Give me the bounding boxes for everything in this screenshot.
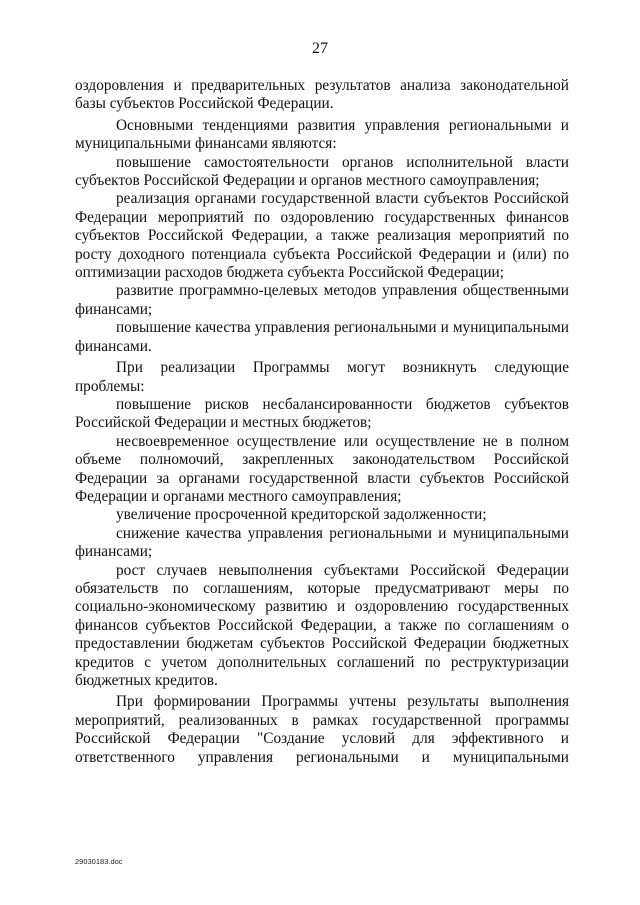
paragraph-list-item: рост случаев невыполнения субъектами Российской Федерации обязательств по соглашениям, которые предусматривают меры по социально-экономическому развитию и оздоровлению государственных финансов субъектов Российской Федерации, а также по соглашениям о предоставлении бюджетам субъектов Российской Федерации бюджетных кредитов с учетом дополнительных соглашений по реструктуризации бюджетных кредитов. bbox=[75, 561, 569, 689]
paragraph-continuation: оздоровления и предварительных результатов анализа законодательной базы субъектов Российской Федерации. bbox=[75, 77, 569, 113]
paragraph-list-item: реализация органами государственной власти субъектов Российской Федерации мероприятий по оздоровлению государственных финансов субъектов Российской Федерации, а также реализация мероприятий по росту доходного потенциала субъекта Российской Федерации и (или) по оптимизации расходов бюджета субъекта Российской Федерации; bbox=[75, 190, 569, 282]
paragraph-problems-intro: При реализации Программы могут возникнуть следующие проблемы: bbox=[75, 359, 569, 395]
paragraph-list-item: повышение качества управления региональными и муниципальными финансами. bbox=[75, 319, 569, 355]
paragraph-list-item: снижение качества управления региональными и муниципальными финансами; bbox=[75, 524, 569, 561]
paragraph-list-item: повышение рисков несбалансированности бюджетов субъектов Российской Федерации и местных бюджетов; bbox=[75, 395, 569, 432]
document-body bbox=[75, 77, 569, 767]
paragraph-trends-intro: Основными тенденциями развития управления региональными и муниципальными финансами являются: bbox=[75, 116, 569, 153]
footer-filename: 29030183.doc bbox=[75, 857, 123, 866]
paragraph-list-item: несвоевременное осуществление или осуществление не в полном объеме полномочий, закрепленных законодательством Российской Федерации за органами государственной власти субъектов Российской Федерации и органами местного самоуправления; bbox=[75, 432, 569, 505]
paragraph-list-item: развитие программно-целевых методов управления общественными финансами; bbox=[75, 282, 569, 318]
paragraph-program-formation: При формировании Программы учтены результаты выполнения мероприятий, реализованных в рамках государственной программы Российской Федерации "Создание условий для эффективного и ответственного управления региональными и муниципальными bbox=[75, 693, 569, 766]
paragraph-list-item: повышение самостоятельности органов исполнительной власти субъектов Российской Федерации и органов местного самоуправления; bbox=[75, 153, 569, 190]
paragraph-list-item: увеличение просроченной кредиторской задолженности; bbox=[116, 506, 487, 524]
page-number: 27 bbox=[312, 40, 328, 57]
